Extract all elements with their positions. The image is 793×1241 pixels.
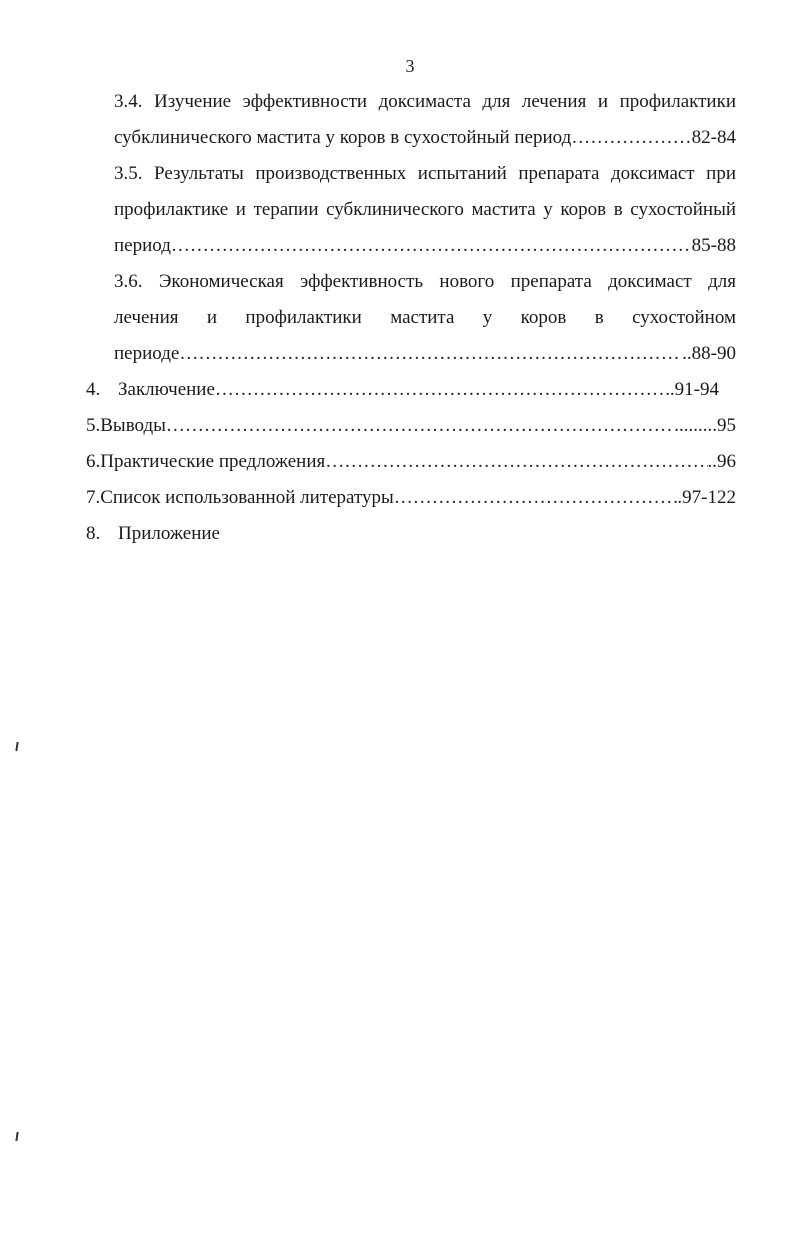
toc-entry-pages: 85-88 xyxy=(691,235,736,256)
dot-leader xyxy=(179,336,682,372)
toc-entry-pages: .97-122 xyxy=(677,487,736,508)
toc-entry-3-5 xyxy=(86,156,736,264)
toc-entry-4 xyxy=(86,372,736,408)
table-of-contents xyxy=(86,84,736,552)
toc-entry-title: период xyxy=(114,235,171,256)
toc-entry-number: 7. xyxy=(86,487,101,508)
dot-leader xyxy=(394,480,678,516)
toc-entry-pages: ..88-90 xyxy=(682,343,736,364)
toc-entry-5 xyxy=(86,408,736,444)
toc-entry-line xyxy=(114,336,736,372)
toc-entry-line: профилактике и терапии субклинического мастита у коров в сухостойный xyxy=(114,199,736,220)
page-number: 3 xyxy=(405,56,415,76)
toc-entry-number: 6. xyxy=(86,451,101,472)
toc-entry-line xyxy=(114,120,736,156)
toc-entry-line xyxy=(114,228,736,264)
dot-leader xyxy=(215,372,670,408)
toc-entry-line: 3.5. Результаты производственных испытаний препарата доксимаст при xyxy=(114,163,736,184)
toc-entry-pages: ..96 xyxy=(707,451,736,472)
toc-entry-title: Заключение xyxy=(118,379,215,400)
toc-entry-6 xyxy=(86,444,736,480)
toc-entry-3-6 xyxy=(86,264,736,372)
toc-entry-3-4 xyxy=(86,84,736,156)
toc-entry-title: Список использованной литературы xyxy=(100,487,394,508)
dot-leader xyxy=(325,444,707,480)
dot-leader xyxy=(571,120,691,156)
dot-leader xyxy=(166,408,674,444)
scan-artifact xyxy=(15,742,18,751)
toc-entry-number: 5. xyxy=(86,415,101,436)
toc-entry-line: 3.6. Экономическая эффективность нового препарата доксимаст для xyxy=(114,271,736,292)
toc-entry-title: Приложение xyxy=(118,523,220,544)
toc-entry-title: субклинического мастита у коров в сухостойный период xyxy=(114,127,572,148)
toc-entry-line: лечения и профилактики мастита у коров в сухостойном xyxy=(114,307,736,328)
toc-entry-number: 8. xyxy=(86,523,101,544)
toc-entry-number: 4. xyxy=(86,379,101,400)
toc-entry-title: Практические предложения xyxy=(100,451,326,472)
toc-entry-pages: 82-84 xyxy=(691,127,736,148)
toc-entry-pages: .91-94 xyxy=(669,379,719,400)
dot-leader xyxy=(171,228,692,264)
toc-entry-line: 3.4. Изучение эффективности доксимаста для лечения и профилактики xyxy=(114,91,736,112)
scan-artifact xyxy=(15,1132,18,1141)
toc-entry-title: Выводы xyxy=(100,415,166,436)
toc-entry-7 xyxy=(86,480,736,516)
toc-entry-title: периоде xyxy=(114,343,180,364)
toc-entry-8 xyxy=(86,516,736,552)
toc-entry-pages: .........95 xyxy=(674,415,736,436)
